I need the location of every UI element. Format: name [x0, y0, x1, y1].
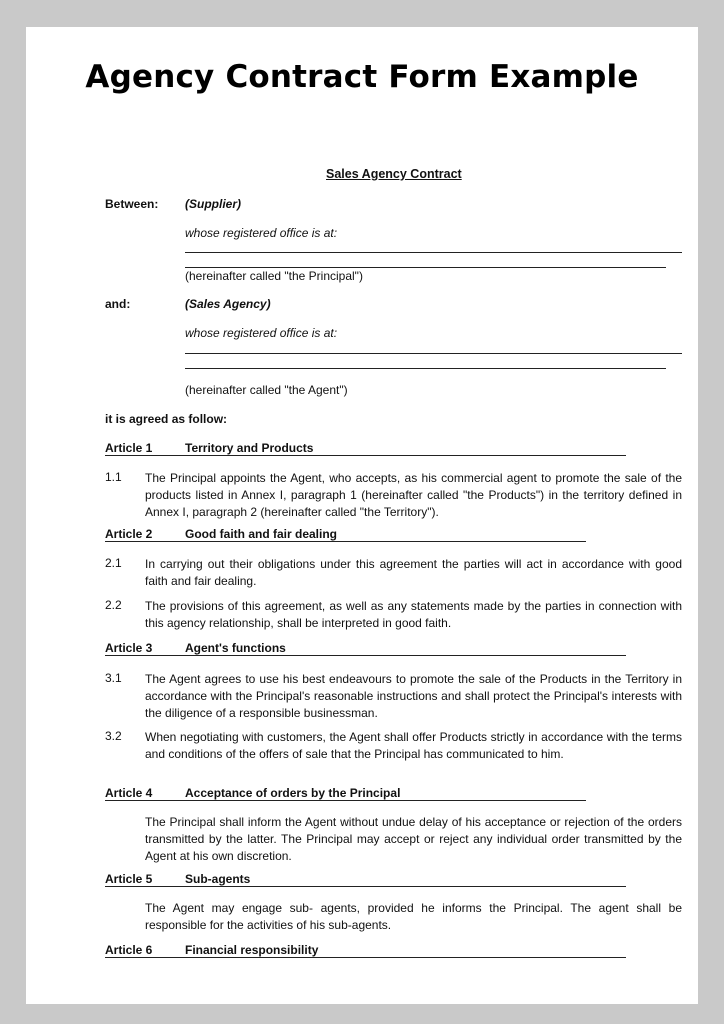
between-label: Between:	[105, 197, 159, 211]
and-label: and:	[105, 297, 131, 311]
clause-text: The Agent agrees to use his best endeavours to promote the sale of the Products in the Territory in accordance with the Principal's reasonable instructions and shall protect the Principal's interests with the diligence of a responsible businessman.	[145, 672, 682, 720]
clause-number: 3.1	[105, 671, 122, 685]
address-line-2	[185, 267, 666, 268]
address-line-1	[185, 252, 682, 253]
agreed-statement: it is agreed as follow:	[105, 412, 228, 426]
article-2-title: Good faith and fair dealing	[185, 527, 338, 541]
clause-number: 1.1	[105, 470, 122, 484]
article-4-label: Article 4	[105, 786, 153, 800]
clause-number: 2.2	[105, 598, 122, 612]
principal-called: (hereinafter called "the Principal")	[185, 269, 363, 283]
article-4-title: Acceptance of orders by the Principal	[185, 786, 401, 800]
contract-body	[26, 27, 698, 1004]
article-5-underline	[105, 886, 626, 887]
address-line-4	[185, 368, 666, 369]
clause-text: The Agent may engage sub- agents, provided he informs the Principal. The agent shall be responsible for the activities of his sub-agents.	[145, 901, 682, 932]
clause-number: 2.1	[105, 556, 122, 570]
article-2-label: Article 2	[105, 527, 153, 541]
article-4-underline	[105, 800, 586, 801]
address-line-3	[185, 353, 682, 354]
registered-office-label-1: whose registered office is at:	[185, 226, 338, 240]
agent-called: (hereinafter called "the Agent")	[185, 383, 348, 397]
page-title: Agency Contract Form Example	[85, 59, 639, 95]
clause-text: In carrying out their obligations under this agreement the parties will act in accordance with good faith and fair dealing.	[145, 557, 682, 588]
contract-title: Sales Agency Contract	[326, 167, 462, 181]
article-2-underline	[105, 541, 586, 542]
clause-text: The Principal appoints the Agent, who accepts, as his commercial agent to promote the sale of the products listed in Annex I, paragraph 1 (hereinafter called "the Products") in the territory defined in Annex I, paragraph 2 (hereinafter called "the Territory").	[145, 471, 682, 519]
article-1-underline	[105, 455, 626, 456]
supplier-label: (Supplier)	[185, 197, 241, 211]
article-1-label: Article 1	[105, 441, 153, 455]
article-6-title: Financial responsibility	[185, 943, 319, 957]
article-6-underline	[105, 957, 626, 958]
sales-agency-label: (Sales Agency)	[185, 297, 271, 311]
clause-text: When negotiating with customers, the Agent shall offer Products strictly in accordance with the terms and conditions of the offers of sale that the Principal has communicated to him.	[145, 730, 682, 761]
article-5-label: Article 5	[105, 872, 153, 886]
clause-text: The Principal shall inform the Agent without undue delay of his acceptance or rejection of the orders transmitted by the latter. The Principal may accept or reject any individual order transmitted by the Agent at his own discretion.	[145, 815, 682, 863]
registered-office-label-2: whose registered office is at:	[185, 326, 338, 340]
article-6-label: Article 6	[105, 943, 153, 957]
article-5-title: Sub-agents	[185, 872, 251, 886]
article-3-underline	[105, 655, 626, 656]
clause-text: The provisions of this agreement, as well as any statements made by the parties in connection with this agency relationship, shall be interpreted in good faith.	[145, 599, 682, 630]
article-3-title: Agent's functions	[185, 641, 286, 655]
article-1-title: Territory and Products	[185, 441, 314, 455]
article-3-label: Article 3	[105, 641, 153, 655]
clause-number: 3.2	[105, 729, 122, 743]
document-page	[26, 27, 698, 1004]
